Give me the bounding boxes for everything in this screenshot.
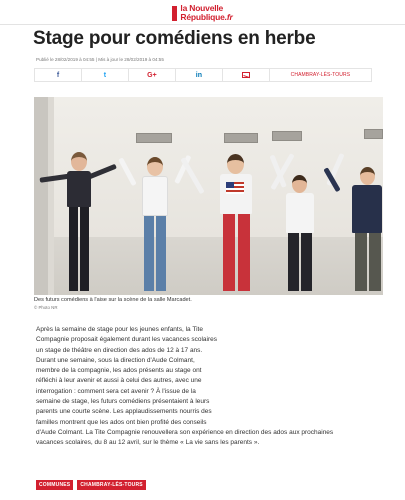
- tag-chambray-les-tours[interactable]: CHAMBRAY-LÈS-TOURS: [77, 480, 146, 490]
- photo-leg: [355, 233, 367, 291]
- flag-print: [226, 182, 244, 194]
- share-email-button[interactable]: [223, 69, 270, 81]
- googleplus-icon: G+: [147, 71, 157, 79]
- article-body-line: réfléchi à leur avenir et aussi à celui des autres, avec une: [36, 377, 202, 385]
- article-body-line: interrogation : comment sera cet avenir ? À l'issue de la: [36, 387, 196, 395]
- article-body-line: Après la semaine de stage pour les jeunes enfants, la Tite: [36, 326, 203, 333]
- photo-leg: [288, 233, 299, 291]
- photo-leg: [80, 207, 89, 291]
- photo-torso: [67, 171, 91, 207]
- article-body-line: un stage de théâtre en direction des ados de 12 à 17 ans.: [36, 346, 203, 354]
- share-linkedin-button[interactable]: [176, 69, 223, 81]
- photo-vent-2: [224, 133, 258, 143]
- linkedin-icon: in: [195, 71, 202, 79]
- article-body-line: familles montrent que les ados ont bien profité des conseils: [36, 418, 207, 426]
- article-tags: [36, 480, 146, 490]
- site-logo[interactable]: [172, 4, 232, 21]
- tag-communes[interactable]: COMMUNES: [36, 480, 73, 490]
- article-body-line: Durant une semaine, sous la direction d'Aude Colmant,: [36, 356, 195, 364]
- article-meta: Publié le 28/02/2019 à 04:55 | Mis à jour le 28/02/2019 à 04:55: [36, 57, 164, 62]
- photo-head: [292, 175, 307, 193]
- photo-leg: [69, 207, 78, 291]
- photo-torso: [352, 185, 382, 233]
- article-body: [36, 325, 386, 449]
- twitter-icon: t: [103, 71, 107, 79]
- photo-head: [147, 157, 163, 176]
- article-body-line: semaine de stage, les futurs comédiens présentaient à leurs: [36, 398, 210, 406]
- header-divider: [0, 24, 405, 25]
- article-body-line: d'Aude Colmant. La Tite Compagnie renouvellera son expérience en direction des ados aux prochaines: [36, 428, 334, 436]
- article-body-line: membre de la compagnie, les ados présents au stage ont: [36, 367, 202, 375]
- photo-head: [71, 152, 87, 171]
- photo-torso: [142, 176, 168, 216]
- share-location-link[interactable]: CHAMBRAY-LÈS-TOURS: [290, 72, 351, 78]
- logo-mark: [172, 6, 177, 21]
- share-googleplus-button[interactable]: [129, 69, 176, 81]
- logo-line2-text: République: [180, 11, 225, 22]
- share-twitter-button[interactable]: [82, 69, 129, 81]
- photo-pillar: [34, 97, 48, 295]
- article-photo: [34, 97, 383, 295]
- photo-caption: Des futurs comédiens à l'aise sur la scène de la salle Marcadet.: [34, 297, 192, 303]
- photo-vent-4: [364, 129, 383, 139]
- logo-line2: [180, 13, 232, 22]
- photo-leg: [223, 214, 235, 291]
- photo-head: [360, 167, 375, 185]
- logo-line1: la Nouvelle: [180, 3, 224, 13]
- photo-leg: [238, 214, 250, 291]
- email-icon: [242, 72, 250, 78]
- article-body-line: vacances scolaires, du 8 au 12 avril, sur le thème « La vie sans les parents ».: [36, 439, 260, 447]
- logo-text: [180, 4, 232, 21]
- photo-leg: [144, 216, 154, 291]
- facebook-icon: f: [56, 71, 60, 79]
- photo-leg: [156, 216, 166, 291]
- photo-vent-3: [272, 131, 302, 141]
- logo-suffix: .fr: [224, 11, 233, 22]
- photo-torso: [220, 174, 252, 214]
- share-bar: [34, 68, 372, 82]
- flag-canton: [226, 182, 234, 188]
- site-masthead[interactable]: [0, 4, 405, 26]
- photo-credit: © Photo NR: [34, 305, 58, 310]
- photo-leg: [369, 233, 381, 291]
- article-body-line: parents une courte scène. Les applaudissements nourris des: [36, 408, 212, 416]
- photo-vent-1: [136, 133, 172, 143]
- share-facebook-button[interactable]: [35, 69, 82, 81]
- photo-pillar-edge: [48, 97, 54, 295]
- photo-torso: [286, 193, 314, 233]
- article-body-line: Compagnie proposait également durant les vacances scolaires: [36, 336, 218, 344]
- article-title: Stage pour comédiens en herbe: [33, 28, 316, 49]
- photo-head: [227, 154, 244, 174]
- photo-leg: [301, 233, 312, 291]
